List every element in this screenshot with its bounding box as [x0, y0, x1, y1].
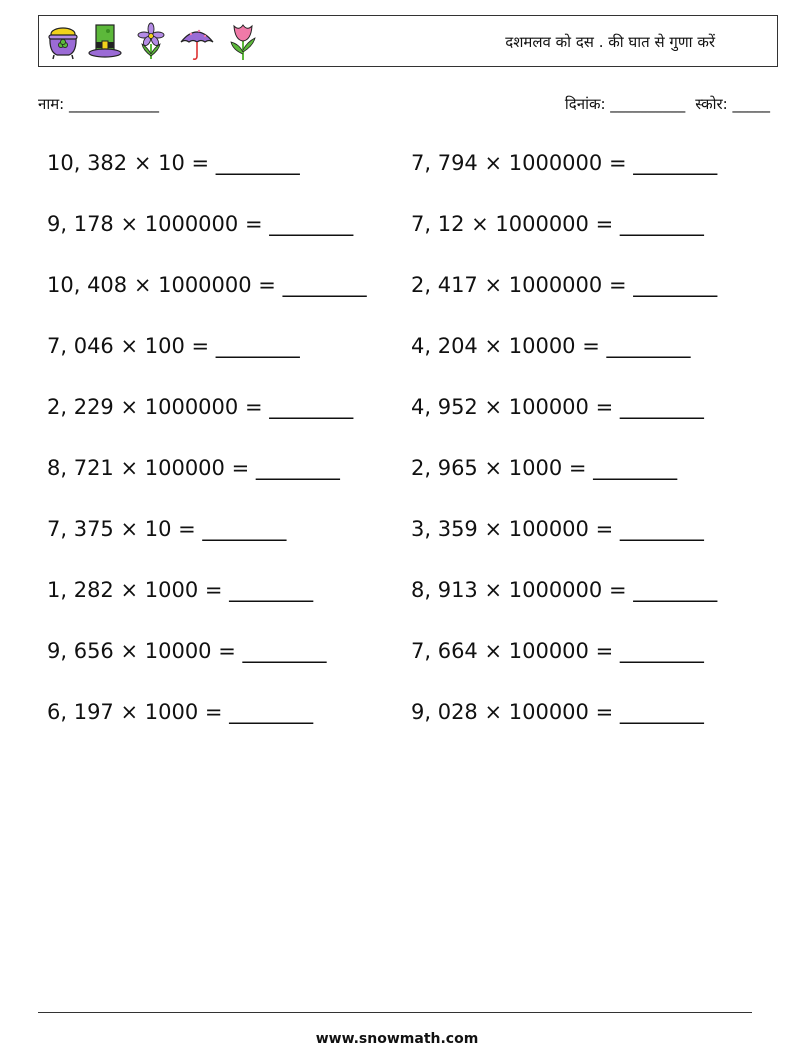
- pot-of-gold-icon: [45, 22, 81, 62]
- leprechaun-hat-icon: [87, 22, 123, 62]
- problem-7: 7, 046 × 100 = ________: [47, 334, 300, 358]
- name-field: नाम: ____________: [38, 95, 160, 113]
- problem-14: 3, 359 × 100000 = ________: [411, 517, 704, 541]
- problem-19: 6, 197 × 1000 = ________: [47, 700, 314, 724]
- worksheet-header: [38, 15, 778, 67]
- problem-15: 1, 282 × 1000 = ________: [47, 578, 314, 602]
- problem-10: 4, 952 × 100000 = ________: [411, 395, 704, 419]
- umbrella-icon: [179, 22, 215, 62]
- problem-9: 2, 229 × 1000000 = ________: [47, 395, 354, 419]
- problem-16: 8, 913 × 1000000 = ________: [411, 578, 718, 602]
- problem-18: 7, 664 × 100000 = ________: [411, 639, 704, 663]
- problem-20: 9, 028 × 100000 = ________: [411, 700, 704, 724]
- footer-divider: [38, 1012, 752, 1013]
- footer-website: www.snowmath.com: [315, 1031, 479, 1047]
- problem-2: 7, 794 × 1000000 = ________: [411, 151, 718, 175]
- problem-6: 2, 417 × 1000000 = ________: [411, 273, 718, 297]
- date-score-fields: [565, 94, 770, 114]
- problem-5: 10, 408 × 1000000 = ________: [47, 273, 367, 297]
- problem-1: 10, 382 × 10 = ________: [47, 151, 300, 175]
- problem-12: 2, 965 × 1000 = ________: [411, 456, 678, 480]
- problem-4: 7, 12 × 1000000 = ________: [411, 212, 704, 236]
- problem-3: 9, 178 × 1000000 = ________: [47, 212, 354, 236]
- score-field: स्कोर: _____: [695, 95, 770, 113]
- problem-11: 8, 721 × 100000 = ________: [47, 456, 340, 480]
- worksheet-title: दशमलव को दस . की घात से गुणा करें: [505, 33, 715, 51]
- problem-13: 7, 375 × 10 = ________: [47, 517, 287, 541]
- date-field: दिनांक: __________: [564, 95, 686, 113]
- tulip-icon: [225, 22, 261, 62]
- flower-icon: [133, 22, 169, 62]
- problem-8: 4, 204 × 10000 = ________: [411, 334, 691, 358]
- problem-17: 9, 656 × 10000 = ________: [47, 639, 327, 663]
